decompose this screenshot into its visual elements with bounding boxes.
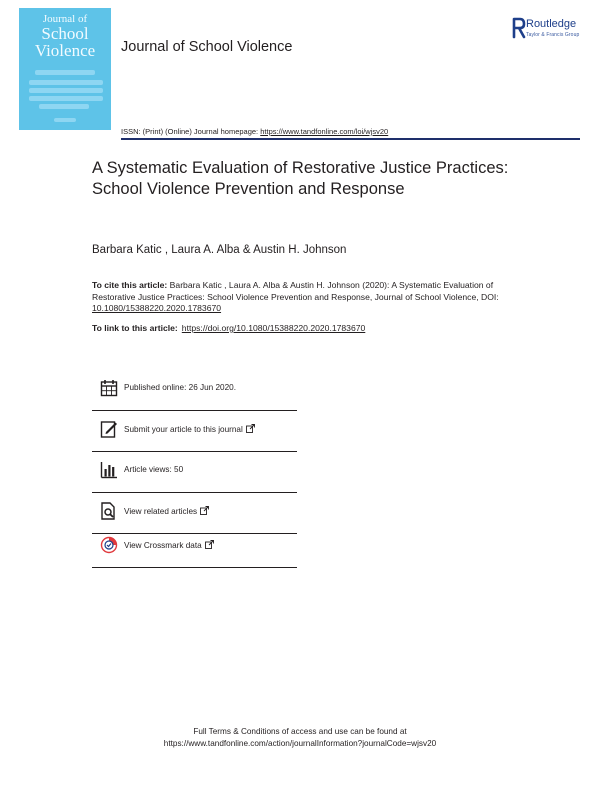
article-authors: Barbara Katic , Laura A. Alba & Austin H. Johnson xyxy=(92,244,347,256)
cover-decoration xyxy=(29,80,103,85)
footer-terms-text: Full Terms & Conditions of access and use can be found at xyxy=(193,727,407,736)
crossmark-label: View Crossmark data xyxy=(124,541,202,550)
article-views-label: Article views: 50 xyxy=(124,465,184,474)
article-title: A Systematic Evaluation of Restorative Justice Practices: School Violence Prevention and Response xyxy=(92,159,509,198)
article-link-line xyxy=(92,323,365,333)
edit-document-icon xyxy=(100,420,118,438)
cover-decoration xyxy=(29,88,103,93)
issn-label: ISSN: (Print) (Online) Journal homepage: xyxy=(121,127,261,136)
cover-title-line3: Violence xyxy=(34,41,96,60)
cover-decoration xyxy=(39,104,89,109)
citation-block xyxy=(92,280,512,315)
cover-decoration xyxy=(29,96,103,101)
link-label: To link to this article: xyxy=(92,323,178,333)
calendar-icon xyxy=(100,379,118,397)
cite-label: To cite this article: xyxy=(92,280,168,290)
journal-homepage-link[interactable]: https://www.tandfonline.com/loi/wjsv20 xyxy=(260,127,389,136)
bar-chart-icon xyxy=(100,461,118,479)
cite-text: Barbara Katic , Laura A. Alba & Austin H. Johnson (2020): A Systematic Evaluation of Restorative Justice Practices: School Violence Prevention and Response, Journal of School Violence, DOI: xyxy=(92,280,499,302)
publisher-tagline: Taylor & Francis Group xyxy=(526,32,580,38)
publisher-name: Routledge xyxy=(526,18,577,30)
issn-line xyxy=(121,127,388,136)
cover-title-line1: Journal of xyxy=(42,13,88,25)
cover-decoration xyxy=(54,118,76,122)
cover-decoration xyxy=(35,70,95,75)
crossmark-link[interactable] xyxy=(124,540,214,550)
external-link-icon xyxy=(205,540,214,549)
submit-article-link[interactable] xyxy=(124,424,255,434)
header-divider xyxy=(121,138,580,140)
related-articles-link[interactable] xyxy=(124,506,209,516)
published-online-box xyxy=(92,369,297,411)
search-document-icon xyxy=(100,502,118,520)
journal-cover-image xyxy=(19,8,111,130)
routledge-logo-icon xyxy=(512,17,526,39)
cover-title-line2: School xyxy=(41,24,89,43)
submit-article-label: Submit your article to this journal xyxy=(124,425,243,434)
footer-terms-url[interactable]: https://www.tandfonline.com/action/journalInformation?journalCode=wjsv20 xyxy=(163,739,437,748)
published-online-label: Published online: 26 Jun 2020. xyxy=(124,383,236,392)
related-articles-label: View related articles xyxy=(124,507,198,516)
footer xyxy=(0,726,600,750)
crossmark-icon xyxy=(100,536,118,554)
submit-article-box[interactable] xyxy=(92,410,297,452)
doi-link[interactable]: 10.1080/15388220.2020.1783670 xyxy=(92,303,222,313)
external-link-icon xyxy=(200,506,209,515)
article-views-box xyxy=(92,451,297,493)
external-link-icon xyxy=(246,424,255,433)
crossmark-box[interactable] xyxy=(92,526,297,568)
article-doi-url[interactable]: https://doi.org/10.1080/15388220.2020.1783670 xyxy=(181,323,366,333)
journal-title: Journal of School Violence xyxy=(121,39,293,55)
